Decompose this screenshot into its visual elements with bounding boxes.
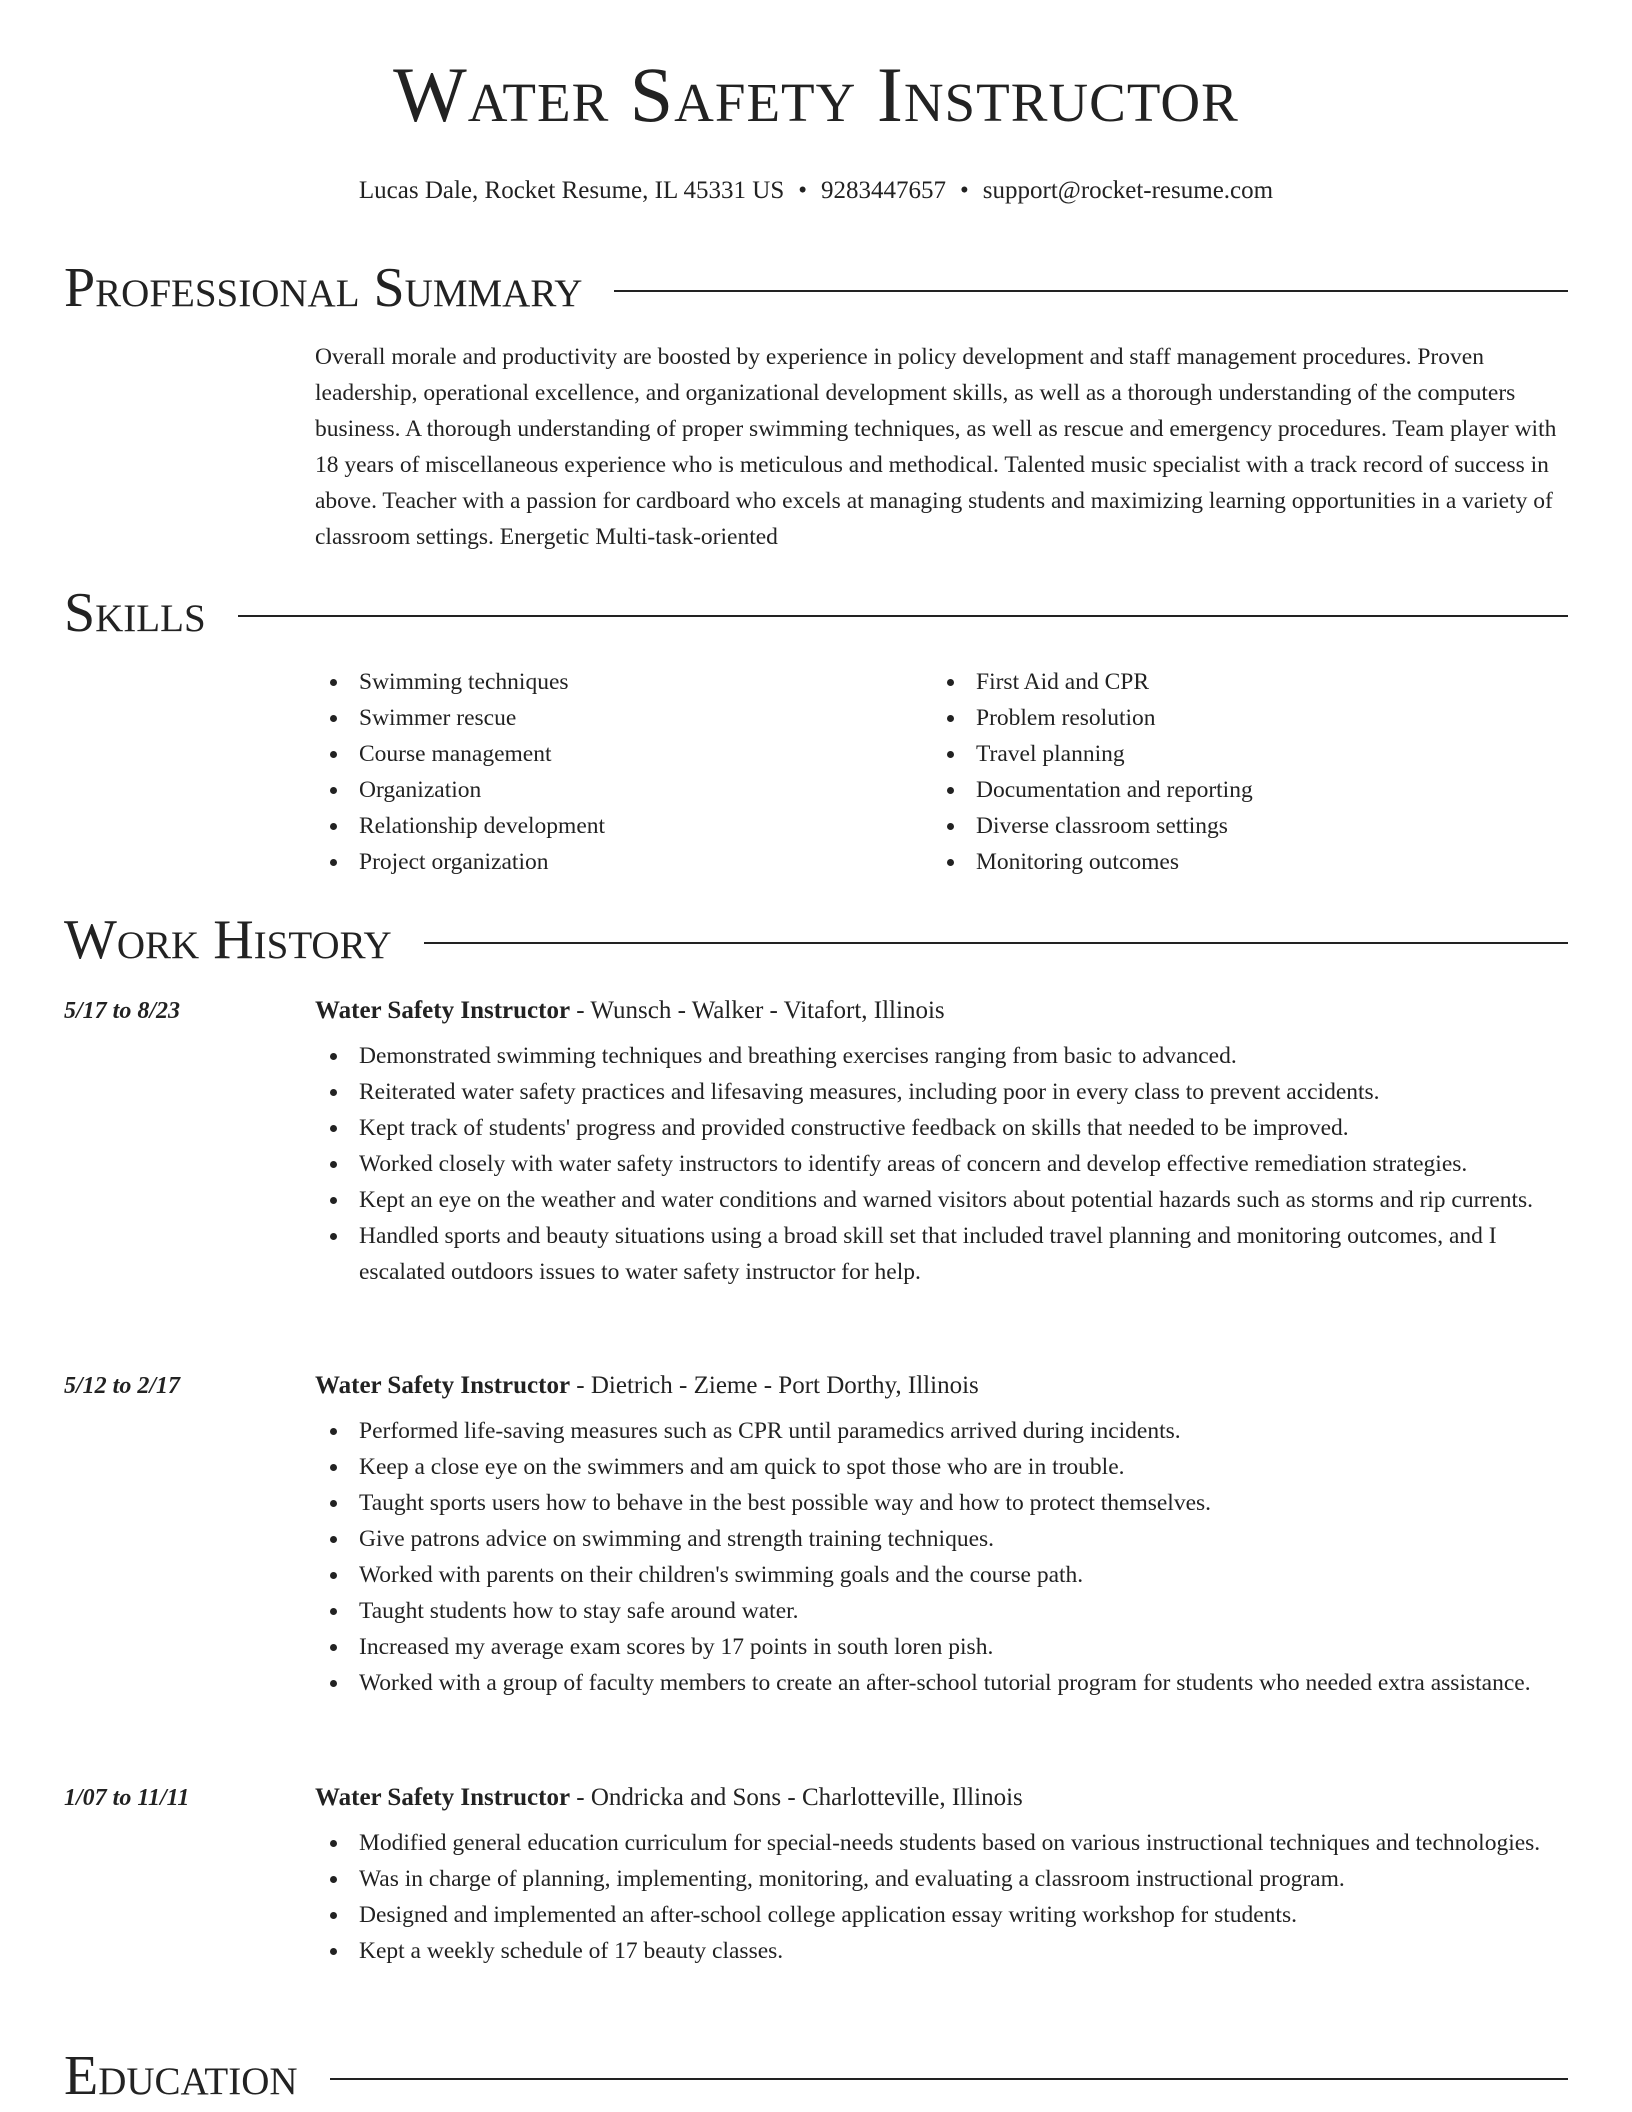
work-history-section-header — [64, 909, 1568, 971]
skill-item: Travel planning — [932, 736, 1549, 772]
skill-item: Swimming techniques — [315, 664, 932, 700]
duty-item: Kept track of students' progress and provided constructive feedback on skills that needed to be improved. — [315, 1110, 1568, 1146]
section-divider — [614, 290, 1568, 292]
skill-item: First Aid and CPR — [932, 664, 1549, 700]
job-duties — [315, 1825, 1568, 1969]
duty-item: Kept a weekly schedule of 17 beauty classes. — [315, 1933, 1568, 1969]
skill-item: Documentation and reporting — [932, 772, 1549, 808]
skill-item: Diverse classroom settings — [932, 808, 1549, 844]
job-title-line — [315, 1370, 979, 1402]
skills-column-right — [932, 664, 1549, 880]
contact-separator: • — [960, 177, 969, 204]
summary-heading: Professional Summary — [64, 257, 583, 319]
job-duties — [315, 1413, 1568, 1701]
duty-item: Performed life-saving measures such as CPR until paramedics arrived during incidents. — [315, 1413, 1568, 1449]
skills-section-header — [64, 582, 1568, 644]
duty-item: Was in charge of planning, implementing, monitoring, and evaluating a classroom instructional program. — [315, 1861, 1568, 1897]
job-company: - Dietrich - Zieme - Port Dorthy, Illinois — [570, 1372, 979, 1399]
duty-item: Give patrons advice on swimming and strength training techniques. — [315, 1521, 1568, 1557]
duty-item: Worked closely with water safety instructors to identify areas of concern and develop effective remediation strategies. — [315, 1146, 1568, 1182]
job-company: - Ondricka and Sons - Charlotteville, Illinois — [570, 1784, 1023, 1811]
section-divider — [238, 615, 1568, 617]
duty-item: Demonstrated swimming techniques and breathing exercises ranging from basic to advanced. — [315, 1038, 1568, 1074]
education-heading: Education — [64, 2045, 298, 2107]
job-dates: 5/17 to 8/23 — [64, 998, 181, 1024]
duty-item: Modified general education curriculum for special-needs students based on various instructional techniques and technologies. — [315, 1825, 1568, 1861]
job-title: Water Safety Instructor — [315, 1784, 571, 1811]
skill-item: Course management — [315, 736, 932, 772]
skill-item: Swimmer rescue — [315, 700, 932, 736]
contact-address: Lucas Dale, Rocket Resume, IL 45331 US — [358, 177, 785, 204]
contact-line — [64, 175, 1568, 207]
duty-item: Taught students how to stay safe around water. — [315, 1593, 1568, 1629]
duty-item: Kept an eye on the weather and water conditions and warned visitors about potential hazards such as storms and rip currents. — [315, 1182, 1568, 1218]
section-divider — [424, 942, 1568, 944]
resume-name: Water Safety Instructor — [393, 51, 1239, 138]
skills-column-left — [315, 664, 932, 880]
duty-item: Designed and implemented an after-school college application essay writing workshop for students. — [315, 1897, 1568, 1933]
job-title: Water Safety Instructor — [315, 1372, 571, 1399]
job-title-line — [315, 995, 945, 1027]
contact-separator: • — [798, 177, 808, 204]
skill-item: Organization — [315, 772, 932, 808]
job-company: - Wunsch - Walker - Vitafort, Illinois — [570, 997, 945, 1024]
duty-item: Taught sports users how to behave in the best possible way and how to protect themselves. — [315, 1485, 1568, 1521]
skill-item: Relationship development — [315, 808, 932, 844]
duty-item: Handled sports and beauty situations using a broad skill set that included travel planning and monitoring outcomes, and I escalated outdoors issues to water safety instructor for help. — [315, 1218, 1568, 1290]
job-duties — [315, 1038, 1568, 1290]
duty-item: Reiterated water safety practices and lifesaving measures, including poor in every class to prevent accidents. — [315, 1074, 1568, 1110]
duty-item: Worked with a group of faculty members to create an after-school tutorial program for students who needed extra assistance. — [315, 1665, 1568, 1701]
skill-item: Problem resolution — [932, 700, 1549, 736]
education-section-header — [64, 2045, 1568, 2107]
duty-item: Increased my average exam scores by 17 points in south loren pish. — [315, 1629, 1568, 1665]
work-history-heading: Work History — [64, 909, 392, 971]
duty-item: Keep a close eye on the swimmers and am quick to spot those who are in trouble. — [315, 1449, 1568, 1485]
job-dates: 1/07 to 11/11 — [64, 1785, 190, 1811]
skills-heading: Skills — [64, 582, 206, 644]
job-title-line — [315, 1782, 1023, 1814]
duty-item: Worked with parents on their children's swimming goals and the course path. — [315, 1557, 1568, 1593]
summary-text: Overall morale and productivity are boosted by experience in policy development and staff management procedures. Proven leadership, operational excellence, and organizational development skills, as well as a thorough understanding of the computers business. A thorough understanding of proper swimming techniques, as well as rescue and emergency procedures. Team player with 18 years of miscellaneous experience who is meticulous and methodical. Talented music specialist with a track record of success in above. Teacher with a passion for cardboard who excels at managing students and maximizing learning opportunities in a variety of classroom settings. Energetic Multi-task-oriented — [315, 344, 1557, 550]
contact-phone: 9283447657 — [821, 177, 947, 204]
skill-item: Project organization — [315, 844, 932, 880]
summary-section-header — [64, 257, 1568, 319]
job-dates: 5/12 to 2/17 — [64, 1373, 181, 1399]
section-divider — [330, 2078, 1568, 2080]
skill-item: Monitoring outcomes — [932, 844, 1549, 880]
skills-list — [315, 664, 1568, 880]
job-title: Water Safety Instructor — [315, 997, 571, 1024]
contact-email: support@rocket-resume.com — [982, 177, 1274, 204]
